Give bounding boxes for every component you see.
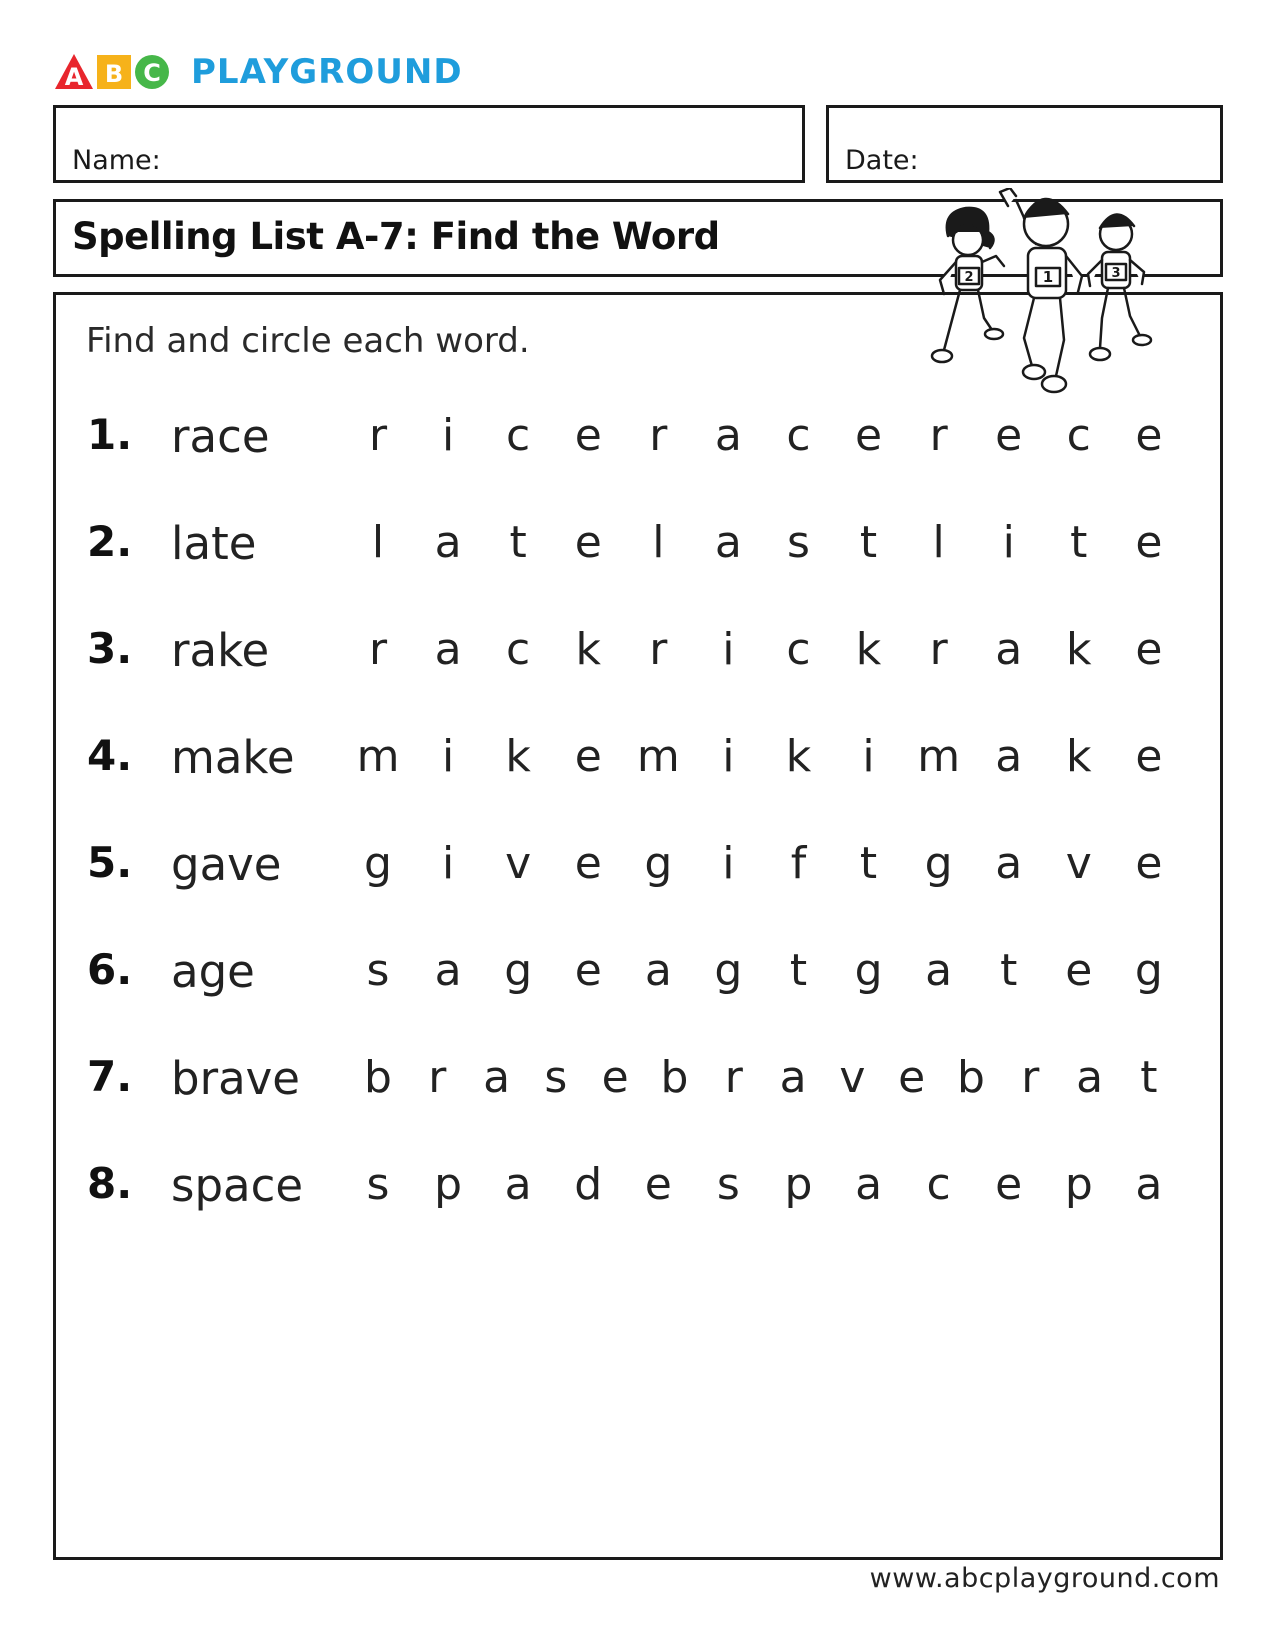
- letter-cell[interactable]: i: [862, 731, 875, 782]
- name-label: Name:: [72, 145, 161, 176]
- letter-cell[interactable]: p: [1064, 1159, 1093, 1210]
- letter-cell[interactable]: e: [855, 410, 883, 461]
- logo-letter-b: B: [104, 60, 124, 88]
- letter-cell[interactable]: e: [574, 410, 602, 461]
- letter-cell[interactable]: c: [786, 410, 811, 461]
- row-number: 5.: [87, 838, 133, 887]
- letter-cell[interactable]: l: [371, 517, 385, 568]
- letter-cell[interactable]: c: [1066, 410, 1091, 461]
- letter-cell[interactable]: s: [366, 1159, 390, 1210]
- letter-cell[interactable]: e: [995, 410, 1023, 461]
- letter-cell[interactable]: k: [785, 731, 812, 782]
- letter-cell[interactable]: s: [716, 1159, 740, 1210]
- letter-cell[interactable]: c: [506, 624, 531, 675]
- letter-cell[interactable]: e: [1135, 517, 1163, 568]
- letter-cell[interactable]: r: [649, 624, 668, 675]
- word-row: [56, 517, 1220, 577]
- letter-cell[interactable]: e: [574, 731, 602, 782]
- letter-cell[interactable]: i: [441, 838, 455, 889]
- date-field[interactable]: [826, 105, 1223, 183]
- row-number: 6.: [87, 945, 133, 994]
- letter-cell[interactable]: t: [859, 517, 878, 568]
- letter-cell[interactable]: a: [1135, 1159, 1163, 1210]
- running-kids-icon: [928, 188, 1158, 414]
- letter-cell[interactable]: c: [506, 410, 531, 461]
- letter-cell[interactable]: i: [722, 731, 735, 782]
- letter-cell[interactable]: s: [787, 517, 810, 568]
- letter-cell[interactable]: g: [644, 838, 673, 889]
- letter-strip: [356, 838, 1171, 889]
- letter-cell[interactable]: t: [1140, 1052, 1158, 1103]
- letter-cell[interactable]: b: [364, 1052, 392, 1103]
- letter-cell[interactable]: l: [932, 517, 945, 568]
- worksheet-area: [53, 292, 1223, 1560]
- letter-cell[interactable]: e: [898, 1052, 926, 1103]
- letter-cell[interactable]: a: [855, 1159, 883, 1210]
- letter-cell[interactable]: r: [929, 624, 948, 675]
- letter-cell[interactable]: e: [574, 945, 602, 996]
- letter-cell[interactable]: t: [789, 945, 808, 996]
- letter-cell[interactable]: e: [644, 1159, 672, 1210]
- bib-number-right: 3: [1111, 266, 1121, 281]
- letter-cell[interactable]: e: [601, 1052, 629, 1103]
- row-number: 3.: [87, 624, 133, 673]
- letter-cell[interactable]: i: [441, 410, 455, 461]
- abc-blocks-icon: [55, 53, 185, 91]
- word-row: [56, 945, 1220, 1005]
- letter-cell[interactable]: v: [1065, 838, 1092, 889]
- name-field[interactable]: [53, 105, 805, 183]
- letter-cell[interactable]: g: [924, 838, 953, 889]
- letter-cell[interactable]: e: [995, 1159, 1023, 1210]
- letter-cell[interactable]: a: [995, 838, 1023, 889]
- letter-strip: [356, 731, 1171, 782]
- letter-cell[interactable]: v: [505, 838, 532, 889]
- letter-cell[interactable]: a: [434, 517, 462, 568]
- row-number: 2.: [87, 517, 133, 566]
- letter-strip: [356, 517, 1171, 568]
- letter-cell[interactable]: r: [428, 1052, 447, 1103]
- letter-cell[interactable]: t: [859, 838, 878, 889]
- letter-cell[interactable]: a: [434, 624, 462, 675]
- letter-cell[interactable]: p: [784, 1159, 813, 1210]
- letter-cell[interactable]: c: [926, 1159, 951, 1210]
- letter-cell[interactable]: e: [1135, 838, 1163, 889]
- letter-cell[interactable]: r: [368, 624, 388, 675]
- letter-cell[interactable]: m: [917, 731, 961, 782]
- instructions: Find and circle each word.: [86, 321, 530, 361]
- letter-cell[interactable]: f: [790, 838, 807, 889]
- runner-right: [1088, 214, 1151, 360]
- letter-cell[interactable]: a: [714, 517, 742, 568]
- letter-cell[interactable]: g: [854, 945, 883, 996]
- letter-cell[interactable]: a: [925, 945, 953, 996]
- letter-cell[interactable]: i: [722, 624, 735, 675]
- logo-letter-a: A: [64, 63, 84, 91]
- bib-number-left: 2: [964, 270, 974, 285]
- letter-cell[interactable]: a: [504, 1159, 532, 1210]
- letter-cell[interactable]: t: [1000, 945, 1018, 996]
- row-number: 7.: [87, 1052, 133, 1101]
- letter-cell[interactable]: s: [366, 945, 390, 996]
- letter-cell[interactable]: a: [714, 410, 742, 461]
- target-word: late: [171, 517, 257, 570]
- target-word: rake: [171, 624, 270, 677]
- letter-cell[interactable]: g: [364, 838, 392, 889]
- word-row: [56, 731, 1220, 791]
- letter-cell[interactable]: g: [504, 945, 533, 996]
- website-url[interactable]: www.abcplayground.com: [869, 1563, 1220, 1594]
- letter-cell[interactable]: b: [660, 1052, 689, 1103]
- logo-brand-text: PLAYGROUND: [191, 52, 463, 92]
- target-word: make: [171, 731, 295, 784]
- target-word: space: [171, 1159, 304, 1212]
- bib-number-center: 1: [1042, 268, 1054, 286]
- letter-cell[interactable]: k: [1066, 624, 1092, 675]
- letter-cell[interactable]: a: [644, 945, 672, 996]
- date-label: Date:: [845, 145, 919, 176]
- letter-strip: [356, 945, 1171, 996]
- letter-cell[interactable]: a: [483, 1052, 511, 1103]
- letter-cell[interactable]: a: [995, 731, 1023, 782]
- word-row: [56, 410, 1220, 470]
- letter-cell[interactable]: i: [441, 731, 455, 782]
- letter-strip: [356, 624, 1171, 675]
- letter-cell[interactable]: r: [368, 410, 388, 461]
- letter-cell[interactable]: e: [1135, 624, 1163, 675]
- word-row: [56, 624, 1220, 684]
- row-number: 1.: [87, 410, 133, 459]
- letter-cell[interactable]: m: [356, 731, 400, 782]
- runner-center: [1000, 188, 1082, 392]
- target-word: age: [171, 945, 255, 998]
- target-word: gave: [171, 838, 282, 891]
- row-number: 4.: [87, 731, 133, 780]
- letter-cell[interactable]: g: [1134, 945, 1163, 996]
- letter-cell[interactable]: d: [574, 1159, 603, 1210]
- letter-cell[interactable]: v: [839, 1052, 866, 1103]
- letter-cell[interactable]: r: [1021, 1052, 1040, 1103]
- letter-cell[interactable]: e: [1135, 731, 1163, 782]
- letter-strip: [356, 1052, 1171, 1103]
- letter-cell[interactable]: a: [1076, 1052, 1104, 1103]
- runner-left: [932, 208, 1004, 362]
- letter-cell[interactable]: a: [434, 945, 462, 996]
- letter-cell[interactable]: p: [434, 1159, 463, 1210]
- word-row: [56, 1052, 1220, 1112]
- letter-cell[interactable]: i: [1002, 517, 1015, 568]
- word-row: [56, 1159, 1220, 1219]
- letter-cell[interactable]: b: [957, 1052, 985, 1103]
- letter-cell[interactable]: t: [509, 517, 527, 568]
- target-word: race: [171, 410, 270, 463]
- abc-playground-logo: [55, 53, 463, 91]
- letter-cell[interactable]: e: [574, 517, 602, 568]
- letter-cell[interactable]: g: [714, 945, 743, 996]
- letter-cell[interactable]: l: [652, 517, 665, 568]
- letter-cell[interactable]: e: [574, 838, 602, 889]
- page-title: Spelling List A-7: Find the Word: [72, 215, 720, 258]
- logo-letter-c: C: [143, 59, 161, 87]
- letter-cell[interactable]: r: [929, 410, 948, 461]
- letter-cell[interactable]: a: [779, 1052, 807, 1103]
- letter-cell[interactable]: e: [1065, 945, 1093, 996]
- letter-cell[interactable]: k: [575, 624, 601, 675]
- letter-cell[interactable]: t: [1070, 517, 1088, 568]
- letter-strip: [356, 410, 1171, 461]
- letter-strip: [356, 1159, 1171, 1210]
- target-word: brave: [171, 1052, 300, 1105]
- letter-cell[interactable]: k: [505, 731, 531, 782]
- letter-cell[interactable]: k: [1066, 731, 1092, 782]
- letter-cell[interactable]: r: [724, 1052, 743, 1103]
- word-row: [56, 838, 1220, 898]
- letter-cell[interactable]: s: [544, 1052, 568, 1103]
- letter-cell[interactable]: e: [1135, 410, 1163, 461]
- letter-cell[interactable]: k: [855, 624, 882, 675]
- row-number: 8.: [87, 1159, 133, 1208]
- letter-cell[interactable]: a: [995, 624, 1023, 675]
- letter-cell[interactable]: r: [649, 410, 668, 461]
- letter-cell[interactable]: c: [786, 624, 811, 675]
- letter-cell[interactable]: i: [722, 838, 735, 889]
- letter-cell[interactable]: m: [636, 731, 680, 782]
